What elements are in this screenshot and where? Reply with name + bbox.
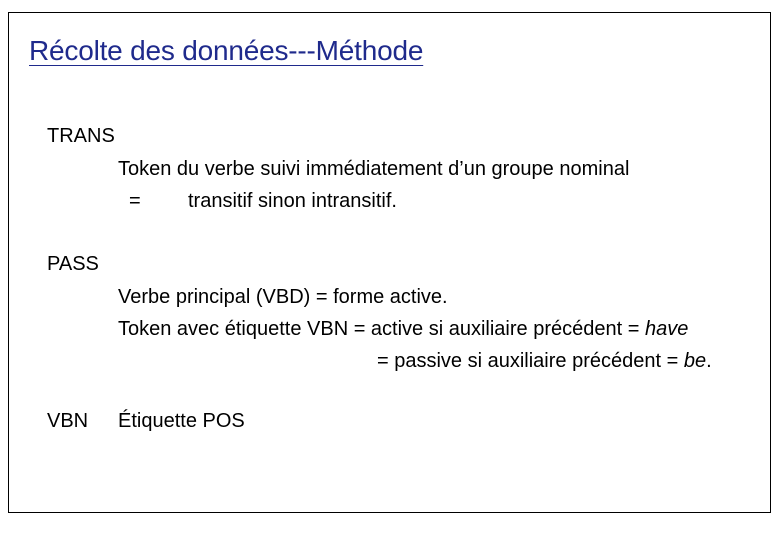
vbn-heading: VBN [47, 410, 89, 432]
trans-line-2: transitif sinon intransitif. [188, 190, 397, 212]
slide-title: Récolte des données-‐-Méthode [29, 35, 424, 66]
pass-line-1: Verbe principal (VBD) = forme active. [118, 286, 448, 308]
trans-line-1: Token du verbe suivi immédiatement d’un groupe nominal [118, 158, 630, 180]
trans-equals: = [129, 190, 141, 212]
pass-line-3-text: = passive si auxiliaire précédent = [377, 350, 684, 372]
pass-line-2-text: Token avec étiquette VBN = active si auxiliaire précédent = [118, 318, 645, 340]
pass-line-3 [377, 351, 712, 371]
trans-heading: TRANS [47, 125, 115, 147]
pass-line-3-italic: be [683, 350, 707, 372]
pass-heading: PASS [47, 253, 99, 275]
pass-line-2 [118, 319, 688, 339]
slide-frame [8, 12, 771, 513]
pass-line-2-italic: have [644, 318, 689, 340]
vbn-text: Étiquette POS [118, 410, 245, 432]
pass-line-3-end: . [706, 350, 712, 372]
